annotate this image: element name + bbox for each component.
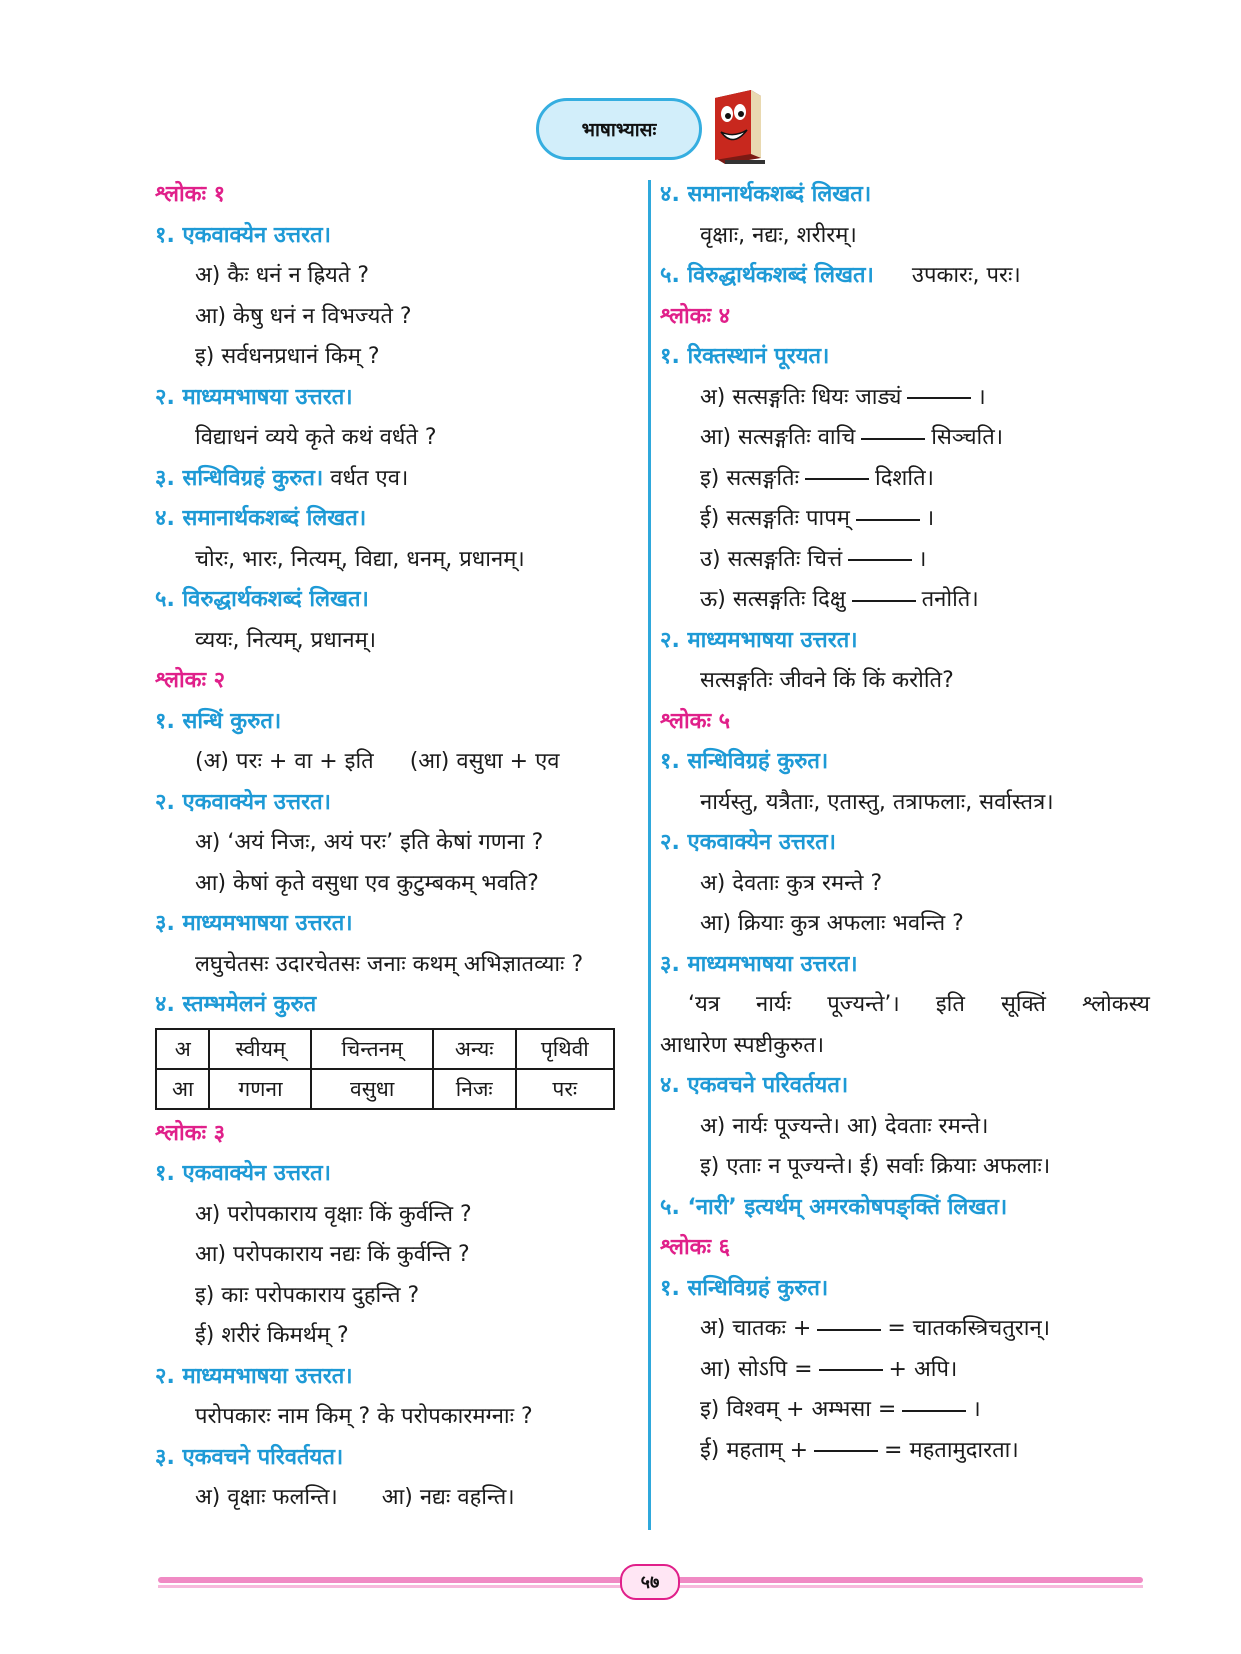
table-cell: स्वीयम् [209,1029,311,1069]
fill-item: ई) महताम् + [700,1437,809,1463]
table-cell: अ [156,1029,209,1069]
question-item: अ) कैः धनं न ह्रियते ? [195,263,370,288]
fill-item: अ) सत्सङ्गतिः धियः जाड्यं [700,384,902,410]
fill-blank[interactable] [814,1449,878,1452]
fill-item: इ) सत्सङ्गतिः [700,465,800,491]
table-cell: चिन्तनम् [311,1029,432,1069]
question-title: ३. सन्धिविग्रहं कुरुत। [155,465,324,491]
fill-blank[interactable] [817,1328,881,1331]
question-title: १. एकवाक्येन उत्तरत। [155,222,331,248]
question-title: ५. विरुद्धार्थकशब्दं लिखत। [155,587,369,612]
question-title: १. एकवाक्येन उत्तरत। [155,1161,331,1186]
question-text: अ) नार्यः पूज्यन्ते। आ) देवताः रमन्ते। [700,1113,989,1139]
fill-blank[interactable] [861,437,925,440]
question-item: अ) देवताः कुत्र रमन्ते ? [700,870,883,896]
word: इति [935,992,965,1017]
question-title: ५. ‘नारी’ इत्यर्थम् अमरकोषपङ्क्तिं लिखत। [660,1194,1008,1220]
word: नार्यः [756,992,792,1017]
question-item: आ) केषां कृते वसुधा एव कुटुम्बकम् भवति? [195,870,539,896]
shloka-heading: श्लोकः ३ [155,1120,226,1146]
fill-blank[interactable] [852,599,916,602]
question-item: आ) परोपकाराय नद्यः किं कुर्वन्ति ? [195,1242,470,1267]
question-title: १. सन्धिविग्रहं कुरुत। [660,1275,829,1301]
question-text: परोपकारः नाम किम् ? के परोपकारमग्नाः ? [195,1404,533,1429]
fill-item: ई) सत्सङ्गतिः पापम् [700,506,850,531]
question-text: व्ययः, नित्यम्, प्रधानम्। [195,627,377,653]
fill-item: = चातकस्त्रिचतुरान्। [887,1316,1051,1341]
question-text: विद्याधनं व्यये कृते कथं वर्धते ? [195,425,437,450]
table-cell: अन्यः [433,1029,516,1069]
table-cell: पृथिवी [516,1029,614,1069]
fill-blank[interactable] [848,558,912,561]
shloka-heading: श्लोकः ५ [660,708,731,734]
question-item: आ) नद्यः वहन्ति। [381,1485,515,1510]
table-row [156,1069,614,1109]
question-title: ४. समानार्थकशब्दं लिखत। [155,506,367,531]
question-item: इ) काः परोपकाराय दुहन्ति ? [195,1282,420,1308]
question-title: १. सन्धिविग्रहं कुरुत। [660,749,829,774]
sandhi-item: (आ) वसुधा + एव [409,749,560,774]
question-title: २. एकवाक्येन उत्तरत। [155,789,331,815]
word: सूक्तिं [1001,992,1046,1017]
question-title: २. माध्यमभाषया उत्तरत। [660,627,858,653]
question-title: ३. माध्यमभाषया उत्तरत। [155,911,353,936]
question-item: अ) ‘अयं निजः, अयं परः’ इति केषां गणना ? [195,830,544,855]
match-table [155,1028,615,1110]
question-text: आधारेण स्पष्टीकुरुत। [660,1032,825,1058]
fill-item: । [972,1397,981,1422]
shloka-heading: श्लोकः ६ [660,1235,731,1260]
question-title: ४. समानार्थकशब्दं लिखत। [660,182,872,207]
question-item: आ) क्रियाः कुत्र अफलाः भवन्ति ? [700,911,964,936]
fill-item: तनोति। [921,587,979,612]
fill-item: उ) सत्सङ्गतिः चित्तं [700,546,843,572]
fill-blank[interactable] [856,518,920,521]
question-text [660,985,1150,1026]
table-cell: आ [156,1069,209,1109]
table-row [156,1029,614,1069]
table-cell: वसुधा [311,1069,432,1109]
fill-item: दिशति। [875,465,934,491]
fill-item: ऊ) सत्सङ्गतिः दिक्षु [700,587,846,612]
page-number: ५७ [620,1564,680,1600]
question-title: ३. एकवचने परिवर्तयत। [155,1444,344,1470]
fill-blank[interactable] [805,477,869,480]
question-title: २. माध्यमभाषया उत्तरत। [155,384,353,410]
question-text: उपकारः, परः। [911,263,1021,288]
shloka-heading: श्लोकः १ [155,182,226,207]
question-text: वृक्षाः, नद्यः, शरीरम्। [700,222,857,248]
fill-item: आ) सोऽपि = [700,1356,813,1382]
word: पूज्यन्ते’। [827,992,900,1017]
left-column [155,175,640,1519]
table-cell: निजः [433,1069,516,1109]
question-text: इ) एताः न पूज्यन्ते। ई) सर्वाः क्रियाः अफलाः। [700,1154,1051,1179]
question-title: १. रिक्तस्थानं पूरयत। [660,344,830,369]
question-title: ३. माध्यमभाषया उत्तरत। [660,951,858,977]
question-item: अ) वृक्षाः फलन्ति। [195,1485,338,1510]
fill-blank[interactable] [907,396,971,399]
question-text: लघुचेतसः उदारचेतसः जनाः कथम् अभिज्ञातव्याः ? [195,951,584,977]
fill-item: = महतामुदारता। [884,1437,1019,1463]
fill-item: । [925,506,935,531]
question-title: २. एकवाक्येन उत्तरत। [660,830,836,855]
table-cell: परः [516,1069,614,1109]
word: ‘यत्र [688,992,720,1017]
question-title: ४. स्तम्भमेलनं कुरुत [155,992,317,1017]
question-title: १. सन्धिं कुरुत। [155,708,282,734]
question-text: नार्यस्तु, यत्रैताः, एतास्तु, तत्राफलाः, सर्वास्तत्र। [700,789,1054,815]
fill-item: सिञ्चति। [931,425,1004,450]
question-text: वर्धत एव। [330,465,409,491]
fill-blank[interactable] [819,1368,883,1371]
fill-item: आ) सत्सङ्गतिः वाचि [700,425,856,450]
fill-item: । [977,384,986,410]
right-column [660,175,1150,1471]
fill-item: + अपि। [888,1356,958,1382]
question-item: इ) सर्वधनप्रधानं किम् ? [195,344,380,369]
question-text: चोरः, भारः, नित्यम्, विद्या, धनम्, प्रधानम्। [195,546,525,572]
shloka-heading: श्लोकः ४ [660,303,731,329]
question-text: सत्सङ्गतिः जीवने किं किं करोति? [700,668,954,693]
question-item: अ) परोपकाराय वृक्षाः किं कुर्वन्ति ? [195,1201,472,1227]
book-mascot-icon [707,88,767,166]
question-item: ई) शरीरं किमर्थम् ? [195,1323,349,1348]
question-item: आ) केषु धनं न विभज्यते ? [195,303,412,329]
column-divider [648,180,651,1530]
fill-item: । [918,546,927,572]
section-title: भाषाभ्यासः [536,98,702,160]
shloka-heading: श्लोकः २ [155,668,226,693]
question-title: ४. एकवचने परिवर्तयत। [660,1073,849,1098]
fill-item: अ) चातकः + [700,1316,812,1341]
question-title: ५. विरुद्धार्थकशब्दं लिखत। [660,263,874,288]
question-title: २. माध्यमभाषया उत्तरत। [155,1363,353,1389]
fill-item: इ) विश्वम् + अम्भसा = [700,1397,897,1422]
table-cell: गणना [209,1069,311,1109]
word: श्लोकस्य [1082,992,1150,1017]
sandhi-item: (अ) परः + वा + इति [195,749,374,774]
fill-blank[interactable] [902,1409,966,1412]
